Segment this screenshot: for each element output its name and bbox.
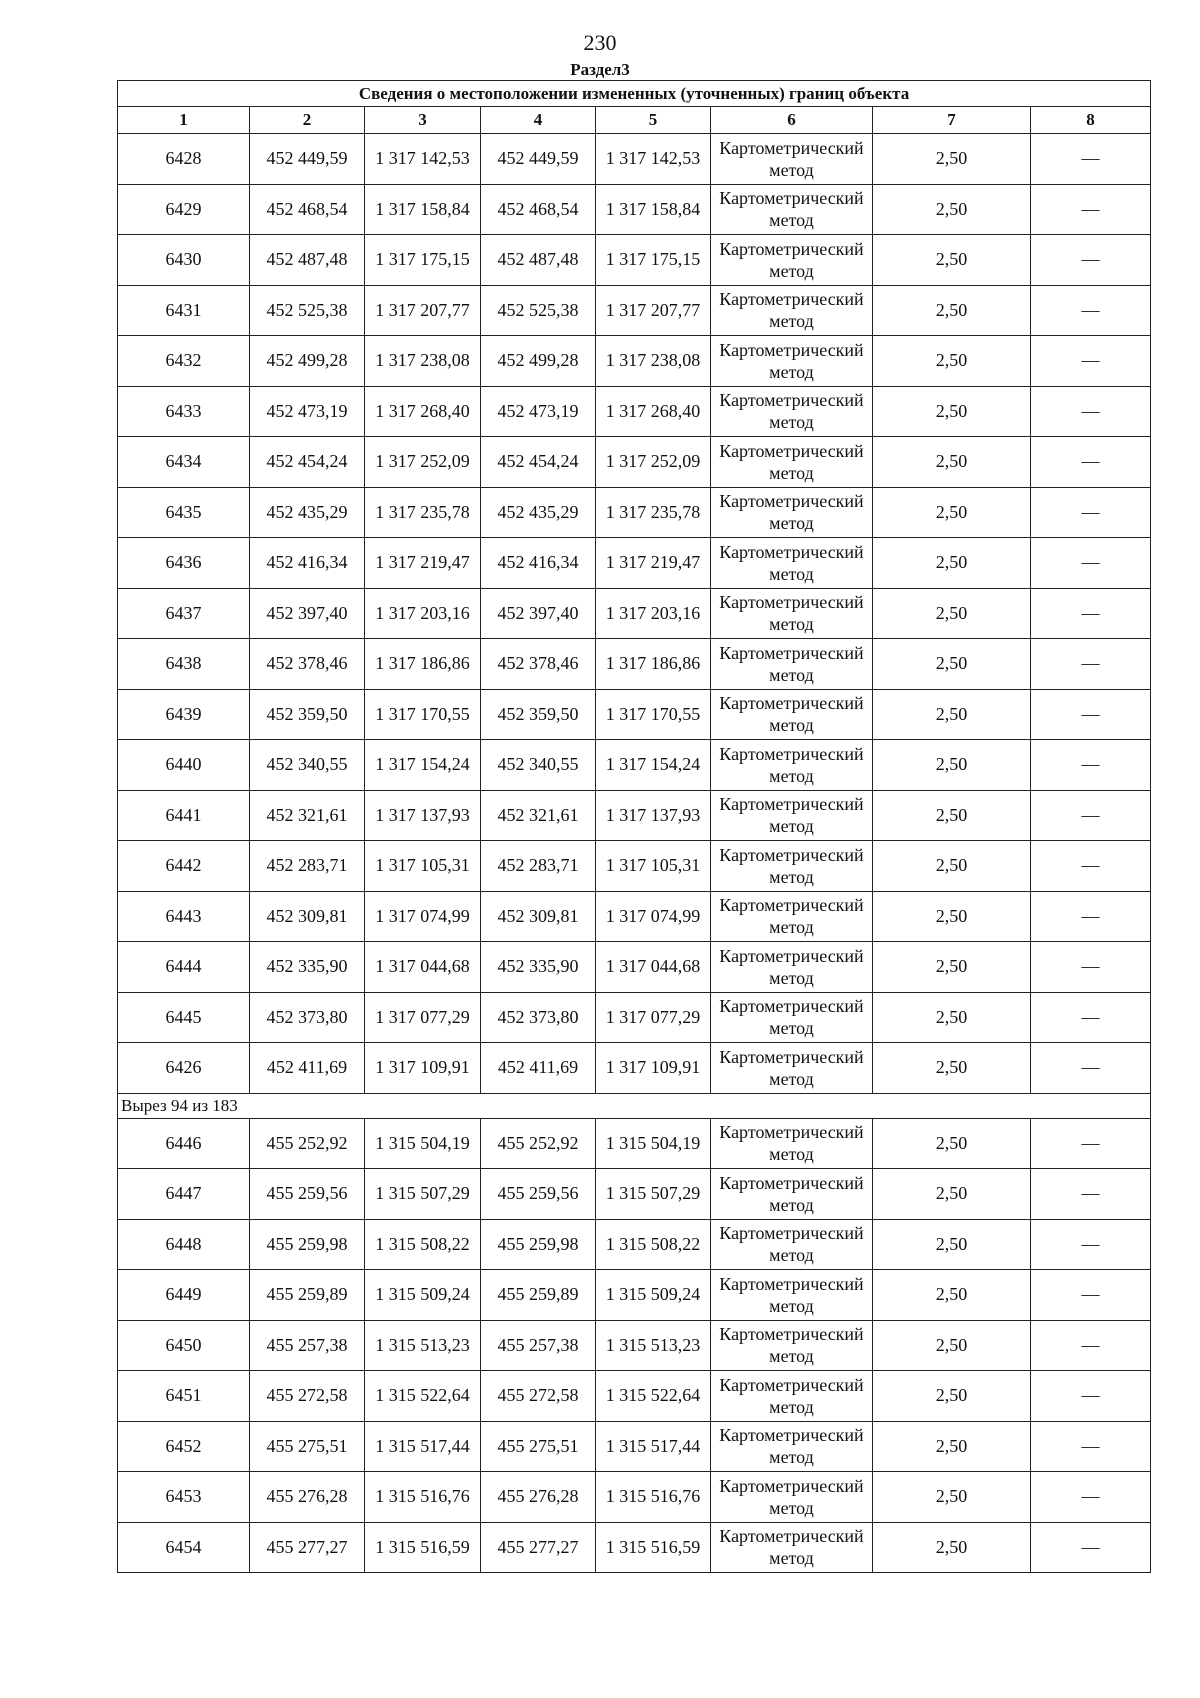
table-cell: 6453 bbox=[118, 1472, 250, 1523]
table-cell: 1 317 203,16 bbox=[596, 588, 711, 639]
table-cell: 1 317 238,08 bbox=[365, 336, 481, 387]
table-cell: Картометрический метод bbox=[711, 1371, 873, 1422]
table-cell: 1 317 074,99 bbox=[365, 891, 481, 942]
table-cell: — bbox=[1031, 841, 1151, 892]
table-cell: 2,50 bbox=[873, 184, 1031, 235]
table-row bbox=[118, 689, 1151, 740]
table-cell: 452 416,34 bbox=[250, 538, 365, 589]
table-cell: 452 373,80 bbox=[250, 992, 365, 1043]
table-cell: 1 315 517,44 bbox=[596, 1421, 711, 1472]
table-cell: 452 435,29 bbox=[481, 487, 596, 538]
table-cell: 1 317 268,40 bbox=[596, 386, 711, 437]
table-cell: — bbox=[1031, 942, 1151, 993]
table-row bbox=[118, 1320, 1151, 1371]
table-cell: — bbox=[1031, 235, 1151, 286]
table-cell: 1 317 044,68 bbox=[365, 942, 481, 993]
table-cell: — bbox=[1031, 1421, 1151, 1472]
table-row bbox=[118, 184, 1151, 235]
table-cell: 1 317 235,78 bbox=[596, 487, 711, 538]
table-cell: 2,50 bbox=[873, 841, 1031, 892]
table-cell: — bbox=[1031, 1219, 1151, 1270]
table-cell: 452 525,38 bbox=[250, 285, 365, 336]
table-row bbox=[118, 740, 1151, 791]
table-cell: 452 473,19 bbox=[481, 386, 596, 437]
table-cell: Картометрический метод bbox=[711, 689, 873, 740]
table-row bbox=[118, 1371, 1151, 1422]
table-cell: 452 359,50 bbox=[481, 689, 596, 740]
table-cell: 6430 bbox=[118, 235, 250, 286]
table-row bbox=[118, 588, 1151, 639]
table-cell: 455 275,51 bbox=[481, 1421, 596, 1472]
table-cell: 455 259,89 bbox=[250, 1270, 365, 1321]
table-cell: 1 315 507,29 bbox=[596, 1169, 711, 1220]
table-cell: 1 317 154,24 bbox=[365, 740, 481, 791]
table-cell: 452 378,46 bbox=[481, 639, 596, 690]
table-cell: 2,50 bbox=[873, 790, 1031, 841]
table-cell: 452 397,40 bbox=[250, 588, 365, 639]
table-cell: 455 259,98 bbox=[250, 1219, 365, 1270]
table-cell: 6439 bbox=[118, 689, 250, 740]
table-cell: 452 487,48 bbox=[250, 235, 365, 286]
table-cell: 455 257,38 bbox=[481, 1320, 596, 1371]
table-cell: 2,50 bbox=[873, 134, 1031, 185]
table-cell: 2,50 bbox=[873, 285, 1031, 336]
table-cell: 1 317 158,84 bbox=[596, 184, 711, 235]
table-cell: Картометрический метод bbox=[711, 1320, 873, 1371]
table-cell: 452 449,59 bbox=[481, 134, 596, 185]
table-cell: 452 435,29 bbox=[250, 487, 365, 538]
table-cell: Картометрический метод bbox=[711, 437, 873, 488]
table-cell: 1 315 508,22 bbox=[596, 1219, 711, 1270]
table-cell: — bbox=[1031, 639, 1151, 690]
table-cell: 1 317 105,31 bbox=[596, 841, 711, 892]
table-cell: 6443 bbox=[118, 891, 250, 942]
table-cell: Картометрический метод bbox=[711, 841, 873, 892]
page-number: 230 bbox=[583, 30, 617, 55]
table-cell: 1 317 175,15 bbox=[365, 235, 481, 286]
table-cell: 1 315 509,24 bbox=[365, 1270, 481, 1321]
table-cell: — bbox=[1031, 1043, 1151, 1094]
table-cell: 1 315 516,59 bbox=[596, 1522, 711, 1573]
table-cell: 1 317 170,55 bbox=[365, 689, 481, 740]
table-cell: 455 276,28 bbox=[481, 1472, 596, 1523]
table-cell: 1 317 137,93 bbox=[596, 790, 711, 841]
table-cell: 452 473,19 bbox=[250, 386, 365, 437]
table-cell: 1 317 142,53 bbox=[365, 134, 481, 185]
table-cell: 1 317 137,93 bbox=[365, 790, 481, 841]
table-row bbox=[118, 1522, 1151, 1573]
column-header: 2 bbox=[250, 107, 365, 134]
table-cell: 6447 bbox=[118, 1169, 250, 1220]
table-cell: Картометрический метод bbox=[711, 790, 873, 841]
table-cell: Картометрический метод bbox=[711, 1118, 873, 1169]
table-cell: 6444 bbox=[118, 942, 250, 993]
table-cell: Картометрический метод bbox=[711, 487, 873, 538]
table-cell: 452 373,80 bbox=[481, 992, 596, 1043]
table-cell: 452 454,24 bbox=[481, 437, 596, 488]
table-cell: 1 315 507,29 bbox=[365, 1169, 481, 1220]
table-cell: 455 257,38 bbox=[250, 1320, 365, 1371]
table-cell: 455 277,27 bbox=[250, 1522, 365, 1573]
table-cell: Картометрический метод bbox=[711, 134, 873, 185]
table-row bbox=[118, 336, 1151, 387]
table-cell: Картометрический метод bbox=[711, 1421, 873, 1472]
table-cell: 1 317 105,31 bbox=[365, 841, 481, 892]
table-cell: 455 259,56 bbox=[481, 1169, 596, 1220]
table-cell: 6432 bbox=[118, 336, 250, 387]
table-cell: 2,50 bbox=[873, 1219, 1031, 1270]
table-cell: 6437 bbox=[118, 588, 250, 639]
table-cell: 452 321,61 bbox=[250, 790, 365, 841]
table-cell: 452 335,90 bbox=[250, 942, 365, 993]
column-header-row bbox=[118, 107, 1151, 134]
table-cell: 1 315 513,23 bbox=[596, 1320, 711, 1371]
table-cell: 6452 bbox=[118, 1421, 250, 1472]
table-cell: 452 340,55 bbox=[250, 740, 365, 791]
table-cell: Картометрический метод bbox=[711, 1043, 873, 1094]
table-cell: 2,50 bbox=[873, 1522, 1031, 1573]
table-cell: 452 499,28 bbox=[250, 336, 365, 387]
table-cell: 452 283,71 bbox=[481, 841, 596, 892]
table-cell: Картометрический метод bbox=[711, 639, 873, 690]
table-cell: 1 315 513,23 bbox=[365, 1320, 481, 1371]
table-cell: 6454 bbox=[118, 1522, 250, 1573]
table-cell: 2,50 bbox=[873, 538, 1031, 589]
table-row bbox=[118, 992, 1151, 1043]
table-cell: 2,50 bbox=[873, 740, 1031, 791]
table-cell: Картометрический метод bbox=[711, 942, 873, 993]
table-cell: 2,50 bbox=[873, 235, 1031, 286]
table-cell: 452 499,28 bbox=[481, 336, 596, 387]
table-cell: 1 317 235,78 bbox=[365, 487, 481, 538]
table-cell: — bbox=[1031, 992, 1151, 1043]
table-cell: 6449 bbox=[118, 1270, 250, 1321]
table-cell: — bbox=[1031, 386, 1151, 437]
table-cell: 2,50 bbox=[873, 1118, 1031, 1169]
table-cell: 6428 bbox=[118, 134, 250, 185]
column-header: 7 bbox=[873, 107, 1031, 134]
table-cell: 1 315 517,44 bbox=[365, 1421, 481, 1472]
table-cell: — bbox=[1031, 134, 1151, 185]
table-cell: 452 411,69 bbox=[481, 1043, 596, 1094]
table-cell: 6448 bbox=[118, 1219, 250, 1270]
table-cell: 6431 bbox=[118, 285, 250, 336]
table-cell: Картометрический метод bbox=[711, 285, 873, 336]
table-cell: — bbox=[1031, 891, 1151, 942]
table-cell: 1 317 186,86 bbox=[365, 639, 481, 690]
table-cell: 1 317 186,86 bbox=[596, 639, 711, 690]
table-body bbox=[118, 134, 1151, 1573]
table-cell: 1 315 522,64 bbox=[365, 1371, 481, 1422]
table-cell: 1 317 154,24 bbox=[596, 740, 711, 791]
table-cell: — bbox=[1031, 1320, 1151, 1371]
table-cell: — bbox=[1031, 1169, 1151, 1220]
table-cell: 452 468,54 bbox=[481, 184, 596, 235]
table-cell: 455 252,92 bbox=[250, 1118, 365, 1169]
table-cell: 1 315 508,22 bbox=[365, 1219, 481, 1270]
table-cell: 1 317 077,29 bbox=[365, 992, 481, 1043]
table-cell: 452 525,38 bbox=[481, 285, 596, 336]
table-cell: Картометрический метод bbox=[711, 1472, 873, 1523]
column-header: 8 bbox=[1031, 107, 1151, 134]
table-cell: 6429 bbox=[118, 184, 250, 235]
table-row bbox=[118, 386, 1151, 437]
table-cell: 455 276,28 bbox=[250, 1472, 365, 1523]
table-cell: Картометрический метод bbox=[711, 1169, 873, 1220]
table-row bbox=[118, 891, 1151, 942]
table-cell: 6436 bbox=[118, 538, 250, 589]
table-cell: 6451 bbox=[118, 1371, 250, 1422]
table-cell: 6434 bbox=[118, 437, 250, 488]
table-cell: — bbox=[1031, 689, 1151, 740]
table-cell: Картометрический метод bbox=[711, 588, 873, 639]
table-cell: Картометрический метод bbox=[711, 740, 873, 791]
table-row bbox=[118, 790, 1151, 841]
table-row bbox=[118, 1043, 1151, 1094]
table-cell: 2,50 bbox=[873, 1421, 1031, 1472]
table-cell: 452 359,50 bbox=[250, 689, 365, 740]
table-cell: Картометрический метод bbox=[711, 184, 873, 235]
table-cell: 6440 bbox=[118, 740, 250, 791]
table-cell: — bbox=[1031, 437, 1151, 488]
table-cell: 452 487,48 bbox=[481, 235, 596, 286]
table-cell: 455 259,56 bbox=[250, 1169, 365, 1220]
table-cell: 1 315 522,64 bbox=[596, 1371, 711, 1422]
table-cell: 2,50 bbox=[873, 588, 1031, 639]
table-cell: 452 335,90 bbox=[481, 942, 596, 993]
table-cell: 452 454,24 bbox=[250, 437, 365, 488]
table-cell: 6446 bbox=[118, 1118, 250, 1169]
table-row bbox=[118, 134, 1151, 185]
table-cell: 452 416,34 bbox=[481, 538, 596, 589]
table-cell: — bbox=[1031, 1118, 1151, 1169]
table-cell: 6438 bbox=[118, 639, 250, 690]
table-row bbox=[118, 1118, 1151, 1169]
table-row bbox=[118, 1472, 1151, 1523]
table-cell: 452 449,59 bbox=[250, 134, 365, 185]
table-cell: — bbox=[1031, 285, 1151, 336]
table-cell: Картометрический метод bbox=[711, 235, 873, 286]
column-header: 6 bbox=[711, 107, 873, 134]
table-row bbox=[118, 1169, 1151, 1220]
table-cell: 1 317 077,29 bbox=[596, 992, 711, 1043]
table-cell: — bbox=[1031, 487, 1151, 538]
table-cell: 6426 bbox=[118, 1043, 250, 1094]
table-cell: 1 317 170,55 bbox=[596, 689, 711, 740]
table-cell: Картометрический метод bbox=[711, 1522, 873, 1573]
table-cell: — bbox=[1031, 1371, 1151, 1422]
table-cell: 6445 bbox=[118, 992, 250, 1043]
table-cell: 1 317 219,47 bbox=[365, 538, 481, 589]
table-cell: 2,50 bbox=[873, 1320, 1031, 1371]
table-cell: 452 340,55 bbox=[481, 740, 596, 791]
table-cell: 6441 bbox=[118, 790, 250, 841]
table-cell: Картометрический метод bbox=[711, 1270, 873, 1321]
table-cell: 455 275,51 bbox=[250, 1421, 365, 1472]
table-cell: 1 317 158,84 bbox=[365, 184, 481, 235]
table-cell: 6450 bbox=[118, 1320, 250, 1371]
table-cell: 1 317 252,09 bbox=[365, 437, 481, 488]
table-cell: 2,50 bbox=[873, 1270, 1031, 1321]
table-cell: 2,50 bbox=[873, 336, 1031, 387]
table-cell: 1 317 207,77 bbox=[365, 285, 481, 336]
table-row bbox=[118, 437, 1151, 488]
table-cell: 6435 bbox=[118, 487, 250, 538]
table-cell: 452 397,40 bbox=[481, 588, 596, 639]
table-cell: 1 317 175,15 bbox=[596, 235, 711, 286]
table-cell: 1 317 238,08 bbox=[596, 336, 711, 387]
table-cell: 455 277,27 bbox=[481, 1522, 596, 1573]
table-row bbox=[118, 1270, 1151, 1321]
table-cell: 1 317 252,09 bbox=[596, 437, 711, 488]
table-cell: 6442 bbox=[118, 841, 250, 892]
table-cell: 2,50 bbox=[873, 1043, 1031, 1094]
table-cell: — bbox=[1031, 1270, 1151, 1321]
table-cell: 1 317 203,16 bbox=[365, 588, 481, 639]
table-title: Сведения о местоположении измененных (уточненных) границ объекта bbox=[118, 81, 1151, 107]
table-cell: 1 317 074,99 bbox=[596, 891, 711, 942]
table-cell: 2,50 bbox=[873, 386, 1031, 437]
column-header: 3 bbox=[365, 107, 481, 134]
table-cell: 2,50 bbox=[873, 891, 1031, 942]
table-cell: — bbox=[1031, 588, 1151, 639]
table-cell: — bbox=[1031, 740, 1151, 791]
table-cell: 1 317 207,77 bbox=[596, 285, 711, 336]
table-cell: 1 317 109,91 bbox=[365, 1043, 481, 1094]
table-row bbox=[118, 538, 1151, 589]
table-cell: 1 317 044,68 bbox=[596, 942, 711, 993]
table-cell: 452 468,54 bbox=[250, 184, 365, 235]
table-cell: 2,50 bbox=[873, 992, 1031, 1043]
table-row bbox=[118, 235, 1151, 286]
table-row bbox=[118, 285, 1151, 336]
table-cell: Картометрический метод bbox=[711, 891, 873, 942]
table-cell: 452 309,81 bbox=[250, 891, 365, 942]
table-cell: 452 283,71 bbox=[250, 841, 365, 892]
table-row bbox=[118, 487, 1151, 538]
table-cell: 1 317 219,47 bbox=[596, 538, 711, 589]
table-cell: 2,50 bbox=[873, 1169, 1031, 1220]
table-cell: — bbox=[1031, 1522, 1151, 1573]
table-cell: 2,50 bbox=[873, 487, 1031, 538]
table-cell: — bbox=[1031, 1472, 1151, 1523]
table-cell: 1 315 516,76 bbox=[596, 1472, 711, 1523]
table-cell: 455 272,58 bbox=[250, 1371, 365, 1422]
table-cell: 455 272,58 bbox=[481, 1371, 596, 1422]
table-cell: 455 259,98 bbox=[481, 1219, 596, 1270]
table-cell: 1 315 504,19 bbox=[596, 1118, 711, 1169]
coordinates-table bbox=[117, 80, 1151, 1573]
cut-label: Вырез 94 из 183 bbox=[118, 1093, 1151, 1118]
table-cell: 2,50 bbox=[873, 689, 1031, 740]
table-cell: 1 315 516,59 bbox=[365, 1522, 481, 1573]
column-header: 1 bbox=[118, 107, 250, 134]
table-cell: 1 317 268,40 bbox=[365, 386, 481, 437]
table-row bbox=[118, 1421, 1151, 1472]
table-cell: 1 317 109,91 bbox=[596, 1043, 711, 1094]
table-cell: — bbox=[1031, 790, 1151, 841]
section-divider-row bbox=[118, 1093, 1151, 1118]
table-cell: 1 315 504,19 bbox=[365, 1118, 481, 1169]
table-cell: — bbox=[1031, 184, 1151, 235]
table-cell: Картометрический метод bbox=[711, 386, 873, 437]
table-row bbox=[118, 639, 1151, 690]
table-cell: 452 378,46 bbox=[250, 639, 365, 690]
table-cell: Картометрический метод bbox=[711, 1219, 873, 1270]
table-cell: 2,50 bbox=[873, 942, 1031, 993]
table-cell: Картометрический метод bbox=[711, 336, 873, 387]
table-row bbox=[118, 841, 1151, 892]
table-cell: 452 309,81 bbox=[481, 891, 596, 942]
table-cell: — bbox=[1031, 336, 1151, 387]
table-cell: Картометрический метод bbox=[711, 538, 873, 589]
column-header: 4 bbox=[481, 107, 596, 134]
table-cell: 2,50 bbox=[873, 639, 1031, 690]
column-header: 5 bbox=[596, 107, 711, 134]
table-row bbox=[118, 942, 1151, 993]
table-row bbox=[118, 1219, 1151, 1270]
table-cell: 455 259,89 bbox=[481, 1270, 596, 1321]
table-cell: 452 411,69 bbox=[250, 1043, 365, 1094]
table-cell: 1 315 516,76 bbox=[365, 1472, 481, 1523]
table-cell: — bbox=[1031, 538, 1151, 589]
table-cell: 2,50 bbox=[873, 437, 1031, 488]
table-cell: 455 252,92 bbox=[481, 1118, 596, 1169]
table-cell: Картометрический метод bbox=[711, 992, 873, 1043]
section-label: Раздел3 bbox=[570, 60, 630, 79]
table-cell: 1 315 509,24 bbox=[596, 1270, 711, 1321]
table-cell: 452 321,61 bbox=[481, 790, 596, 841]
table-cell: 1 317 142,53 bbox=[596, 134, 711, 185]
table-cell: 6433 bbox=[118, 386, 250, 437]
table-cell: 2,50 bbox=[873, 1371, 1031, 1422]
table-cell: 2,50 bbox=[873, 1472, 1031, 1523]
